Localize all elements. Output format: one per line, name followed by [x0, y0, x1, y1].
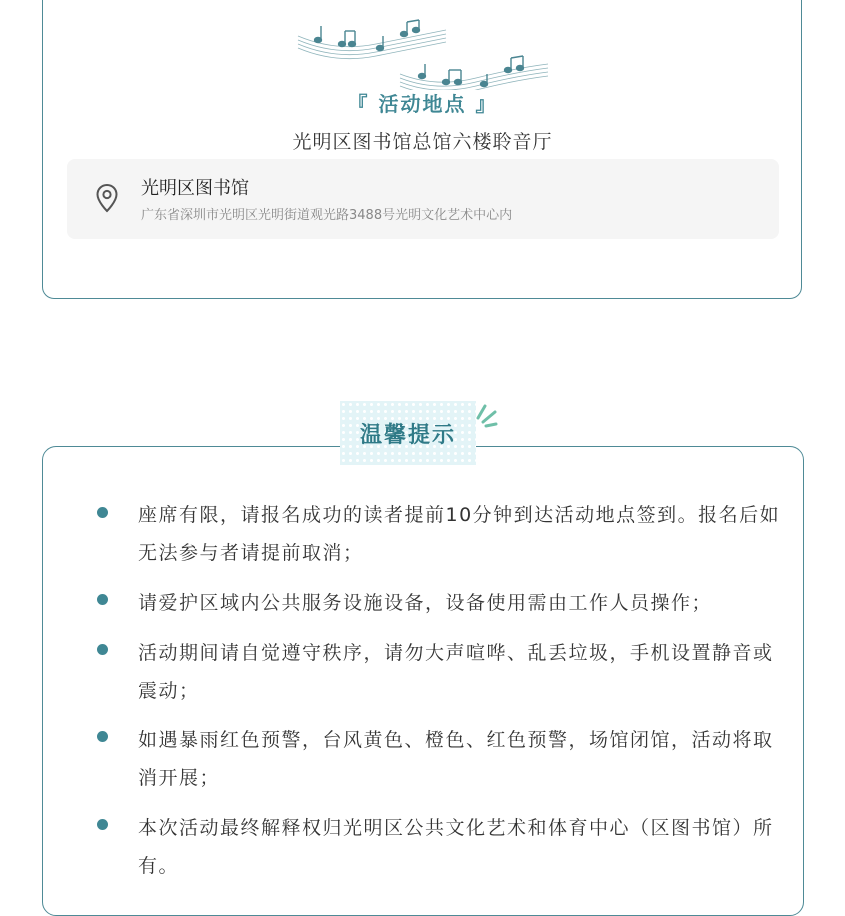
bullet-icon [97, 644, 108, 655]
bullet-icon [97, 731, 108, 742]
tip-text: 活动期间请自觉遵守秩序，请勿大声喧哗、乱丢垃圾，手机设置静音或震动； [138, 642, 774, 702]
venue-section-title: 『 活动地点 』 [347, 92, 498, 116]
address-name: 光明区图书馆 [141, 178, 249, 199]
tip-text: 座席有限，请报名成功的读者提前10分钟到达活动地点签到。报名后如无法参与者请提前取消； [138, 504, 781, 564]
venue-location: 光明区图书馆总馆六楼聆音厅 [292, 131, 553, 153]
tip-text: 本次活动最终解释权归光明区公共文化艺术和体育中心（区图书馆）所有。 [138, 817, 774, 877]
bullet-icon [97, 594, 108, 605]
tip-text: 请爱护区域内公共服务设施设备，设备使用需由工作人员操作； [138, 592, 713, 614]
address-detail: 广东省深圳市光明区光明街道观光路3488号光明文化艺术中心内 [141, 208, 513, 223]
address-card[interactable] [67, 159, 779, 239]
tip-text: 如遇暴雨红色预警，台风黄色、橙色、红色预警，场馆闭馆，活动将取消开展； [138, 729, 774, 789]
tips-title: 温馨提示 [359, 423, 456, 448]
location-pin-icon [95, 183, 119, 213]
bullet-icon [97, 819, 108, 830]
music-notes-icon [296, 18, 552, 90]
tips-title-badge [340, 401, 476, 465]
bullet-icon [97, 507, 108, 518]
sparkle-icon [474, 400, 500, 428]
